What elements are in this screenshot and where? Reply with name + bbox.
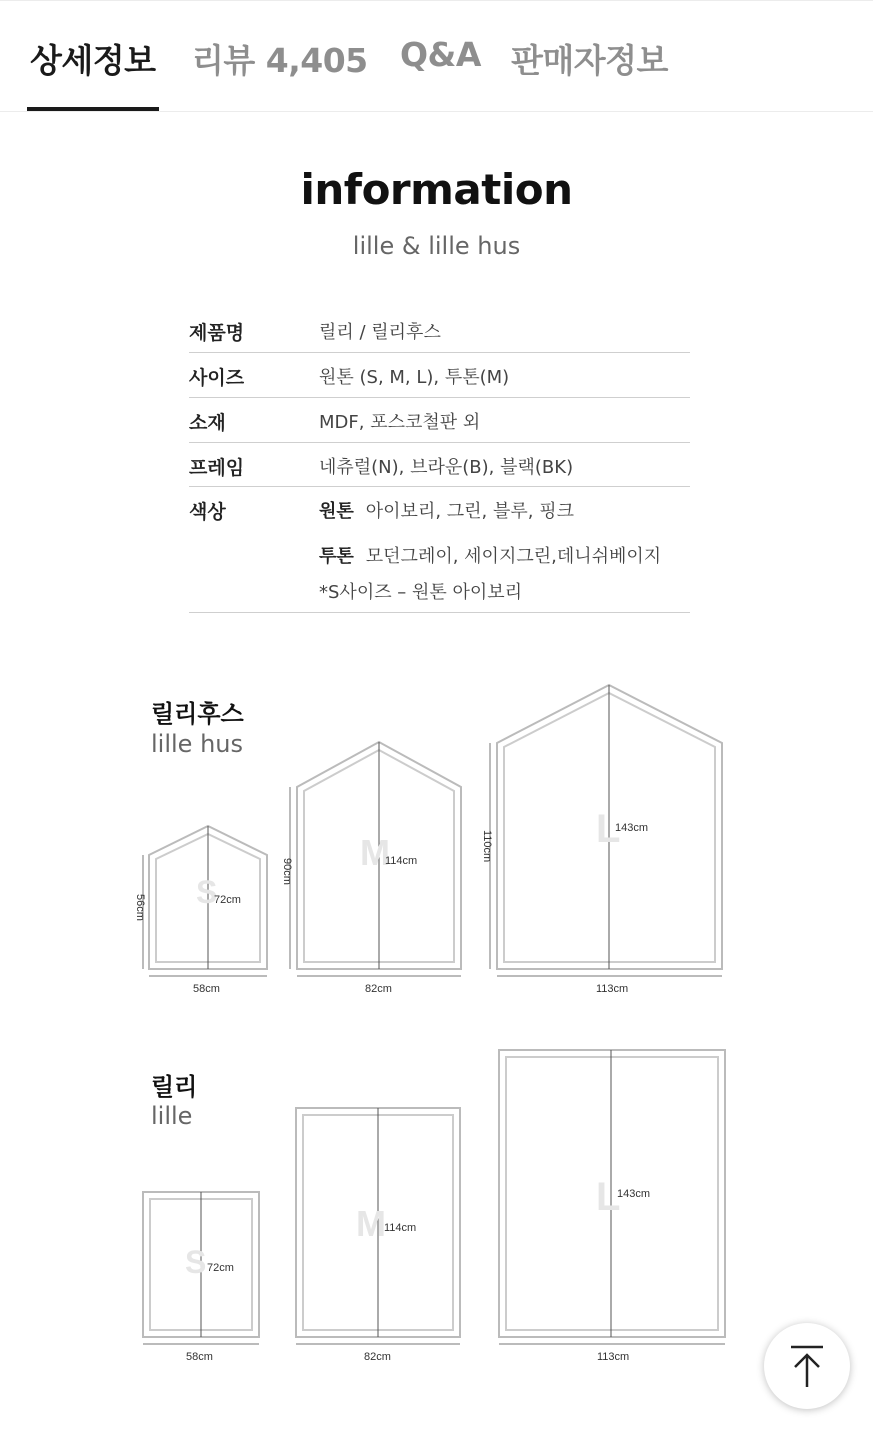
spec-label: 프레임 <box>189 457 245 479</box>
lillehus-m-width: 82cm <box>365 983 392 995</box>
lillehus-m-height: 114cm <box>385 855 418 867</box>
scroll-to-top-button[interactable] <box>764 1323 850 1409</box>
spec-label: 제품명 <box>189 322 245 344</box>
lillehus-s-height: 72cm <box>214 894 241 906</box>
info-title: information <box>300 165 573 214</box>
spec-color-note: *S사이즈 – 원톤 아이보리 <box>319 582 523 603</box>
lillehus-l-wall: 110cm <box>481 830 493 863</box>
spec-color-value: 모던그레이, 세이지그린,데니쉬베이지 <box>365 546 662 567</box>
spec-value: 네츄럴(N), 브라운(B), 블랙(BK) <box>319 457 574 478</box>
lille-s-letter: S <box>185 1244 207 1280</box>
lillehus-m-wall: 90cm <box>281 858 293 885</box>
lillehus-s-wall: 56cm <box>134 894 146 921</box>
lillehus-subtitle: lille hus <box>151 730 243 758</box>
tab-reviews[interactable]: 리뷰 4,405 <box>192 41 368 80</box>
lillehus-l-height: 143cm <box>615 822 649 834</box>
info-subtitle: lille & lille hus <box>352 232 521 260</box>
lillehus-l-letter: L <box>596 807 621 851</box>
spec-value: 원톤 (S, M, L), 투톤(M) <box>319 367 510 388</box>
tab-detail[interactable]: 상세정보 <box>30 41 156 80</box>
lillehus-s-width: 58cm <box>193 983 220 995</box>
lillehus-title: 릴리후스 <box>151 700 244 728</box>
spec-label: 소재 <box>189 412 226 434</box>
spec-value: 릴리 / 릴리후스 <box>319 322 441 343</box>
spec-value: MDF, 포스코철판 외 <box>319 412 481 433</box>
lillehus-s-letter: S <box>196 874 218 910</box>
lille-m-letter: M <box>356 1203 386 1244</box>
spec-color-key: 투톤 <box>319 546 354 567</box>
spec-label: 사이즈 <box>189 367 245 389</box>
arrow-up-to-top-icon <box>764 1323 850 1409</box>
lille-m-height: 114cm <box>384 1222 417 1234</box>
lille-l-letter: L <box>596 1175 621 1219</box>
lille-m-width: 82cm <box>364 1351 391 1363</box>
lillehus-l-width: 113cm <box>596 983 629 995</box>
tab-seller-info[interactable]: 판매자정보 <box>511 41 668 80</box>
lillehus-m-letter: M <box>360 832 390 873</box>
lille-l-height: 143cm <box>617 1188 651 1200</box>
spec-color-value: 아이보리, 그린, 블루, 핑크 <box>365 501 574 522</box>
lille-subtitle: lille <box>151 1102 193 1130</box>
lille-l-width: 113cm <box>597 1351 630 1363</box>
lille-s-height: 72cm <box>207 1262 234 1274</box>
spec-label: 색상 <box>189 501 226 523</box>
lille-title: 릴리 <box>151 1073 198 1101</box>
lille-s-width: 58cm <box>186 1351 213 1363</box>
spec-color-key: 원톤 <box>319 501 354 522</box>
tab-qna[interactable]: Q&A <box>400 35 481 74</box>
